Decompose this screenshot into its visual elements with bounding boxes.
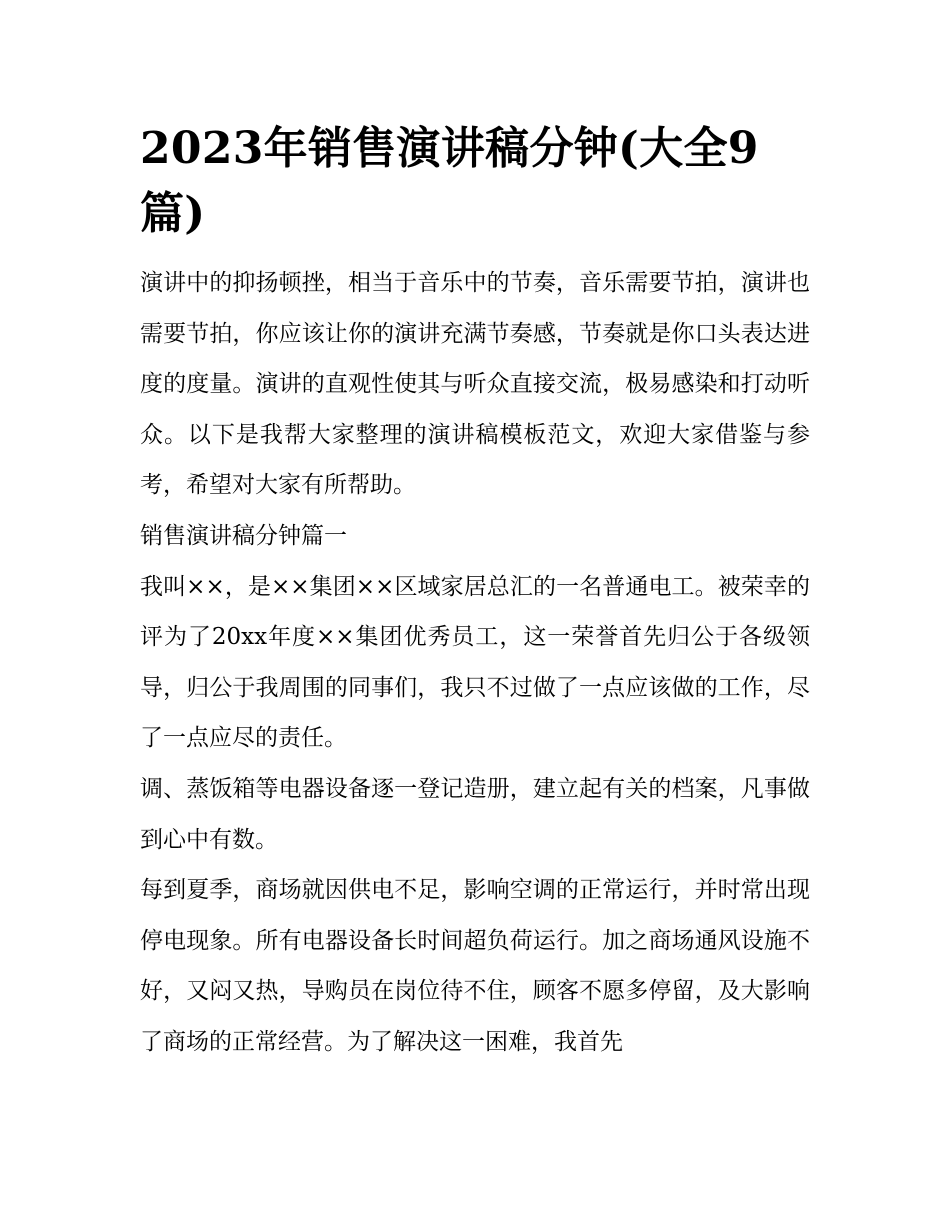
section-heading: 销售演讲稿分钟篇一 (140, 522, 347, 549)
body-paragraph-2: 调、蒸饭箱等电器设备逐一登记造册，建立起有关的档案，凡事做到心中有数。 (140, 775, 810, 853)
body-paragraph-3: 每到夏季，商场就因供电不足，影响空调的正常运行，并时常出现停电现象。所有电器设备长时间超负荷运行。加之商场通风设施不好，又闷又热，导购员在岗位待不住，顾客不愿多停留，及大影响了商场的正常经营。为了解决这一困难，我首先 (140, 877, 810, 1055)
intro-paragraph: 演讲中的抑扬顿挫，相当于音乐中的节奏，音乐需要节拍，演讲也需要节拍，你应该让你的演讲充满节奏感，节奏就是你口头表达进度的度量。演讲的直观性使其与听众直接交流，极易感染和打动听众。以下是我帮大家整理的演讲稿模板范文，欢迎大家借鉴与参考，希望对大家有所帮助。 (140, 270, 810, 499)
body-paragraph-1: 我叫××，是××集团××区域家居总汇的一名普通电工。被荣幸的评为了20xx年度××集团优秀员工，这一荣誉首先归公于各级领导，归公于我周围的同事们，我只不过做了一点应该做的工作，尽了一点应尽的责任。 (140, 573, 810, 752)
document-title: 2023年销售演讲稿分钟(大全9篇) (140, 123, 759, 239)
